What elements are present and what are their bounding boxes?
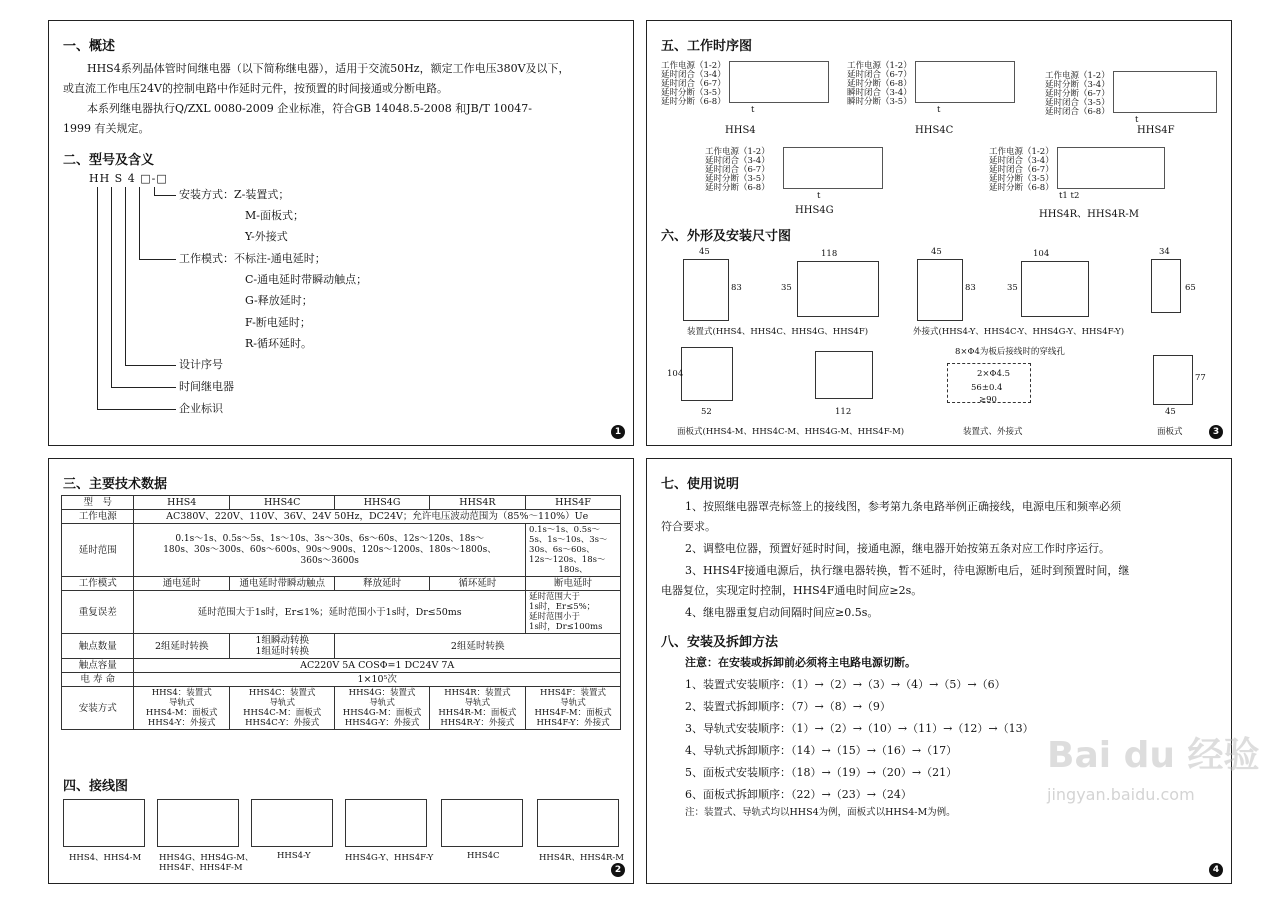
table-cell	[526, 591, 621, 634]
cell-line: 30s、6s～60s、	[529, 545, 595, 555]
cell-line: 导轨式	[269, 698, 295, 708]
cell-line: 0.1s～1s、0.5s～5s、1s～10s、3s～30s、6s～60s、12s～120s、18s～	[175, 533, 485, 544]
cell-line: 延时范围大于	[529, 592, 581, 602]
time-marker: t1 t2	[1059, 191, 1080, 201]
timing-caption: HHS4	[725, 125, 756, 136]
timing-row-label: 延时闭合（3-4）	[989, 156, 1054, 166]
table-cell	[230, 687, 335, 730]
timing-row-label: 瞬时闭合（3-4）	[847, 88, 912, 98]
timing-row-label: 延时分断（3-4）	[1045, 80, 1110, 90]
timing-row-label: 延时闭合（3-4）	[705, 156, 770, 166]
overview-line-1: HHS4系列晶体管时间继电器（以下简称继电器），适用于交流50Hz，额定工作电压380V及以下，	[87, 62, 570, 75]
table-row	[62, 659, 621, 673]
model-item: F-断电延时；	[245, 316, 311, 329]
dimension-label: 45	[699, 247, 710, 257]
cell-line: HHS4C-Y：外接式	[245, 718, 320, 728]
cell-line: HHS4G：装置式	[348, 688, 416, 698]
table-cell: 延时范围大于1s时，Er≤1%；延时范围小于1s时，Dr≤50ms	[134, 591, 526, 634]
install-step: 2、装置式拆卸顺序：（7）→（8）→（9）	[685, 700, 891, 713]
page-number: 2	[611, 863, 625, 877]
cell-line: 1组瞬动转换	[255, 635, 309, 646]
cell-line: 12s～120s、18s～	[529, 555, 606, 565]
section-3-title: 三、主要技术数据	[63, 477, 168, 492]
timing-row-label: 延时分断（3-5）	[989, 174, 1054, 184]
model-item: Y-外接式	[245, 230, 288, 243]
timing-row-label: 延时分断（3-5）	[661, 88, 726, 98]
page-panel-1	[48, 20, 634, 446]
hole-dimension: 2×Φ4.5	[977, 369, 1011, 379]
bracket-line	[111, 187, 112, 387]
section-7-title: 七、使用说明	[661, 477, 740, 492]
dimension-label: 45	[1165, 407, 1176, 417]
table-cell: 触点容量	[62, 659, 134, 673]
wiring-diagram	[157, 799, 239, 847]
watermark-logo: Bai du 经验	[1047, 735, 1260, 776]
dimension-label: 118	[821, 249, 838, 259]
table-row	[62, 524, 621, 577]
usage-line: 3、HHS4F接通电源后，执行继电器转换，暂不延时，待电源断电后，延时到预置时间，继	[685, 564, 1130, 577]
table-cell: 1×10⁵次	[134, 673, 621, 687]
dimension-label: 65	[1185, 283, 1196, 293]
cell-line: HHS4F：装置式	[540, 688, 606, 698]
model-item: 时间继电器	[179, 380, 234, 393]
wiring-caption: HHS4G-Y、HHS4F-Y	[345, 853, 434, 863]
cell-line: HHS4-Y：外接式	[147, 718, 216, 728]
bracket-line	[139, 259, 176, 260]
table-cell: 工作模式	[62, 577, 134, 591]
table-cell: 电 寿 命	[62, 673, 134, 687]
timing-caption: HHS4F	[1137, 125, 1175, 136]
dimension-label: 83	[965, 283, 976, 293]
table-cell: 通电延时	[134, 577, 230, 591]
cell-line: HHS4-M：面板式	[145, 708, 218, 718]
timing-row-label: 瞬时分断（3-5）	[847, 97, 912, 107]
timing-caption: HHS4G	[795, 205, 834, 216]
footnote: 注：装置式、导轨式均以HHS4为例，面板式以HHS4-M为例。	[685, 807, 956, 818]
table-cell	[134, 524, 526, 577]
dimension-caption: 面板式(HHS4-M、HHS4C-M、HHS4G-M、HHS4F-M)	[677, 427, 905, 437]
page-number: 3	[1209, 425, 1223, 439]
table-cell	[230, 634, 335, 659]
wiring-caption: HHS4R、HHS4R-M	[539, 853, 624, 863]
timing-row-label: 工作电源（1-2）	[847, 61, 912, 71]
wiring-caption: HHS4、HHS4-M	[69, 853, 142, 863]
table-header: HHS4	[134, 496, 230, 510]
table-cell	[526, 524, 621, 577]
table-row	[62, 634, 621, 659]
hole-dimension: ≥90	[979, 395, 997, 405]
wiring-caption: HHS4G、HHS4G-M、	[159, 853, 254, 863]
section-5-title: 五、工作时序图	[661, 39, 753, 54]
table-cell: 安装方式	[62, 687, 134, 730]
bracket-line	[97, 187, 98, 409]
time-marker: t	[751, 105, 755, 115]
cell-line: HHS4F-M：面板式	[534, 708, 612, 718]
cell-line: 导轨式	[464, 698, 491, 708]
table-row	[62, 591, 621, 634]
install-step: 4、导轨式拆卸顺序：（14）→（15）→（16）→（17）	[685, 744, 958, 757]
table-header: HHS4R	[429, 496, 525, 510]
table-header: 型 号	[62, 496, 134, 510]
table-cell: 工作电源	[62, 510, 134, 524]
panel-mount-front-drawing	[681, 347, 733, 401]
hole-note: 8×Φ4为板后接线时的穿线孔	[955, 347, 1065, 357]
dimension-caption: 外接式(HHS4-Y、HHS4C-Y、HHS4G-Y、HHS4F-Y)	[913, 327, 1125, 337]
install-step: 1、装置式安装顺序：（1）→（2）→（3）→（4）→（5）→（6）	[685, 678, 1006, 691]
cell-line: HHS4G-Y：外接式	[344, 718, 420, 728]
usage-line: 2、调整电位器，预置好延时时间，接通电源，继电器开始按第五条对应工作时序运行。	[685, 542, 1110, 555]
cell-line: HHS4F-Y：外接式	[536, 718, 610, 728]
page-number: 4	[1209, 863, 1223, 877]
overview-line-4: 1999 有关规定。	[63, 122, 150, 135]
timing-row-label: 延时分断（6-7）	[1045, 89, 1110, 99]
dimension-label: 45	[931, 247, 942, 257]
wiring-diagram	[441, 799, 523, 847]
watermark-url: jingyan.baidu.com	[1047, 785, 1195, 804]
model-item: R-循环延时。	[245, 337, 312, 350]
model-item: 企业标识	[179, 402, 223, 415]
wiring-caption: HHS4F、HHS4F-M	[159, 863, 243, 873]
timing-row-label: 延时分断（3-5）	[705, 174, 770, 184]
cell-line: 1组延时转换	[255, 646, 309, 657]
timing-row-label: 延时闭合（3-5）	[1045, 98, 1110, 108]
table-cell: 延时范围	[62, 524, 134, 577]
section-6-title: 六、外形及安装尺寸图	[661, 229, 792, 244]
dimension-label: 83	[731, 283, 742, 293]
timing-row-label: 延时闭合（6-7）	[661, 79, 726, 89]
cell-line: 5s、1s～10s、3s～	[529, 535, 608, 545]
cell-line: HHS4R-M：面板式	[438, 708, 517, 718]
dimension-label: 35	[781, 283, 792, 293]
table-cell: 断电延时	[526, 577, 621, 591]
install-step: 5、面板式安装顺序：（18）→（19）→（20）→（21）	[685, 766, 958, 779]
page-panel-2	[48, 458, 634, 884]
table-cell: 通电延时带瞬动触点	[230, 577, 335, 591]
table-row	[62, 687, 621, 730]
front-view-drawing	[683, 259, 729, 321]
cell-line: HHS4R：装置式	[444, 688, 511, 698]
dimension-caption: 装置式(HHS4、HHS4C、HHS4G、HHS4F)	[687, 327, 869, 337]
timing-row-label: 工作电源（1-2）	[989, 147, 1054, 157]
table-cell: AC380V、220V、110V、36V、24V 50Hz，DC24V；允许电压波动范围为（85%～110%）Ue	[134, 510, 621, 524]
model-item: 安装方式：Z-装置式；	[179, 188, 290, 201]
table-row	[62, 673, 621, 687]
timing-waveform	[729, 61, 829, 103]
cell-line: HHS4：装置式	[151, 688, 212, 698]
page-number: 1	[611, 425, 625, 439]
side-view-drawing	[1021, 261, 1089, 317]
panel-cutout-drawing	[1153, 355, 1193, 405]
cell-line: HHS4R-Y：外接式	[440, 718, 515, 728]
bracket-line	[97, 409, 176, 410]
wiring-diagram	[63, 799, 145, 847]
dimension-label: 52	[701, 407, 712, 417]
table-cell	[429, 687, 525, 730]
cell-line: HHS4G-M：面板式	[342, 708, 422, 718]
page-panel-3	[646, 20, 1232, 446]
usage-line: 4、继电器重复启动间隔时间应≥0.5s。	[685, 606, 879, 619]
cell-line: HHS4C：装置式	[248, 688, 316, 698]
timing-row-label: 工作电源（1-2）	[705, 147, 770, 157]
time-marker: t	[1135, 115, 1139, 125]
table-header: HHS4F	[526, 496, 621, 510]
cell-line: 1s时，Dr≤100ms	[529, 622, 603, 632]
section-2-title: 二、型号及含义	[63, 153, 155, 168]
table-cell: 释放延时	[335, 577, 429, 591]
timing-row-label: 工作电源（1-2）	[661, 61, 726, 71]
side-view-drawing	[797, 261, 879, 317]
timing-row-label: 工作电源（1-2）	[1045, 71, 1110, 81]
safety-note: 注意：在安装或拆卸前必须将主电路电源切断。	[685, 656, 916, 669]
wiring-diagram	[537, 799, 619, 847]
dimension-caption: 面板式	[1157, 427, 1183, 437]
table-row	[62, 577, 621, 591]
timing-row-label: 延时闭合（6-8）	[1045, 107, 1110, 117]
cell-line: 导轨式	[168, 698, 195, 708]
timing-row-label: 延时分断（6-8）	[661, 97, 726, 107]
install-step: 3、导轨式安装顺序：（1）→（2）→（10）→（11）→（12）→（13）	[685, 722, 1034, 735]
panel-mount-side-drawing	[815, 351, 873, 399]
timing-row-label: 延时闭合（6-7）	[847, 70, 912, 80]
timing-waveform	[915, 61, 1015, 103]
usage-line: 符合要求。	[661, 520, 716, 533]
wiring-caption: HHS4-Y	[277, 851, 311, 861]
hole-dimension: 56±0.4	[971, 383, 1003, 393]
cell-line: 延时范围小于	[529, 612, 581, 622]
bracket-line	[154, 187, 155, 195]
timing-caption: HHS4R、HHS4R-M	[1039, 209, 1139, 220]
model-item: 工作模式：不标注-通电延时；	[179, 252, 326, 265]
section-4-title: 四、接线图	[63, 779, 129, 794]
table-cell: 触点数量	[62, 634, 134, 659]
timing-row-label: 延时分断（6-8）	[847, 79, 912, 89]
dimension-label: 34	[1159, 247, 1170, 257]
section-1-title: 一、概述	[63, 39, 116, 54]
table-cell	[134, 687, 230, 730]
page-panel-4	[646, 458, 1260, 884]
table-row	[62, 510, 621, 524]
table-cell: AC220V 5A COSΦ=1 DC24V 7A	[134, 659, 621, 673]
dimension-label: 104	[667, 369, 684, 379]
timing-row-label: 延时闭合（6-7）	[989, 165, 1054, 175]
dimension-label: 35	[1007, 283, 1018, 293]
cell-line: 180s、30s～300s、60s～600s、90s～900s、120s～1200s、180s～1800s、	[163, 544, 497, 555]
timing-waveform	[783, 147, 883, 189]
table-cell: 2组延时转换	[134, 634, 230, 659]
usage-line: 1、按照继电器罩壳标签上的接线图，参考第九条电路举例正确接线，电源电压和频率必须	[685, 500, 1121, 513]
model-code: HH S 4 □-□	[89, 172, 168, 185]
cell-line: HHS4C-M：面板式	[243, 708, 322, 718]
table-cell: 循环延时	[429, 577, 525, 591]
spec-table	[61, 495, 621, 730]
dimension-caption: 装置式、外接式	[963, 427, 1023, 437]
wiring-diagram	[345, 799, 427, 847]
usage-line: 电器复位，实现定时控制，HHS4F通电时间应≥2s。	[661, 584, 923, 597]
cell-line: 导轨式	[560, 698, 586, 708]
model-item: C-通电延时带瞬动触点；	[245, 273, 368, 286]
overview-line-2: 或直流工作电压24V的控制电路中作延时元件，按预置的时间接通或分断电路。	[63, 82, 448, 95]
timing-waveform	[1057, 147, 1165, 189]
cell-line: 导轨式	[369, 698, 395, 708]
timing-row-label: 延时分断（6-8）	[705, 183, 770, 193]
table-cell	[335, 687, 429, 730]
table-cell: 重复误差	[62, 591, 134, 634]
overview-line-3: 本系列继电器执行Q/ZXL 0080-2009 企业标准，符合GB 14048.5-2008 和JB/T 10047-	[87, 102, 533, 115]
cell-line: 180s、	[558, 565, 588, 575]
table-row	[62, 496, 621, 510]
time-marker: t	[817, 191, 821, 201]
model-item: G-释放延时；	[245, 294, 313, 307]
section-8-title: 八、安装及拆卸方法	[661, 635, 779, 650]
bracket-line	[125, 187, 126, 365]
install-step: 6、面板式拆卸顺序：（22）→（23）→（24）	[685, 788, 912, 801]
cell-line: 0.1s～1s、0.5s～	[529, 525, 601, 535]
dimension-label: 77	[1195, 373, 1206, 383]
wiring-diagram	[251, 799, 333, 847]
dimension-label: 104	[1033, 249, 1050, 259]
cell-line: 360s～3600s	[300, 555, 359, 566]
timing-row-label: 延时分断（6-8）	[989, 183, 1054, 193]
timing-waveform	[1113, 71, 1217, 113]
table-header: HHS4C	[230, 496, 335, 510]
table-cell: 2组延时转换	[335, 634, 621, 659]
model-item: 设计序号	[179, 358, 223, 371]
bracket-line	[125, 365, 176, 366]
table-header: HHS4G	[335, 496, 429, 510]
timing-row-label: 延时闭合（3-4）	[661, 70, 726, 80]
dimension-label: 112	[835, 407, 852, 417]
bracket-line	[139, 187, 140, 259]
time-marker: t	[937, 105, 941, 115]
timing-row-label: 延时闭合（6-7）	[705, 165, 770, 175]
table-cell	[526, 687, 621, 730]
front-view-drawing	[1151, 259, 1181, 313]
wiring-caption: HHS4C	[467, 851, 500, 861]
front-view-drawing	[917, 259, 963, 321]
model-item: M-面板式；	[245, 209, 304, 222]
cell-line: 1s时，Er≤5%；	[529, 602, 596, 612]
timing-caption: HHS4C	[915, 125, 954, 136]
bracket-line	[111, 387, 176, 388]
bracket-line	[154, 195, 176, 196]
